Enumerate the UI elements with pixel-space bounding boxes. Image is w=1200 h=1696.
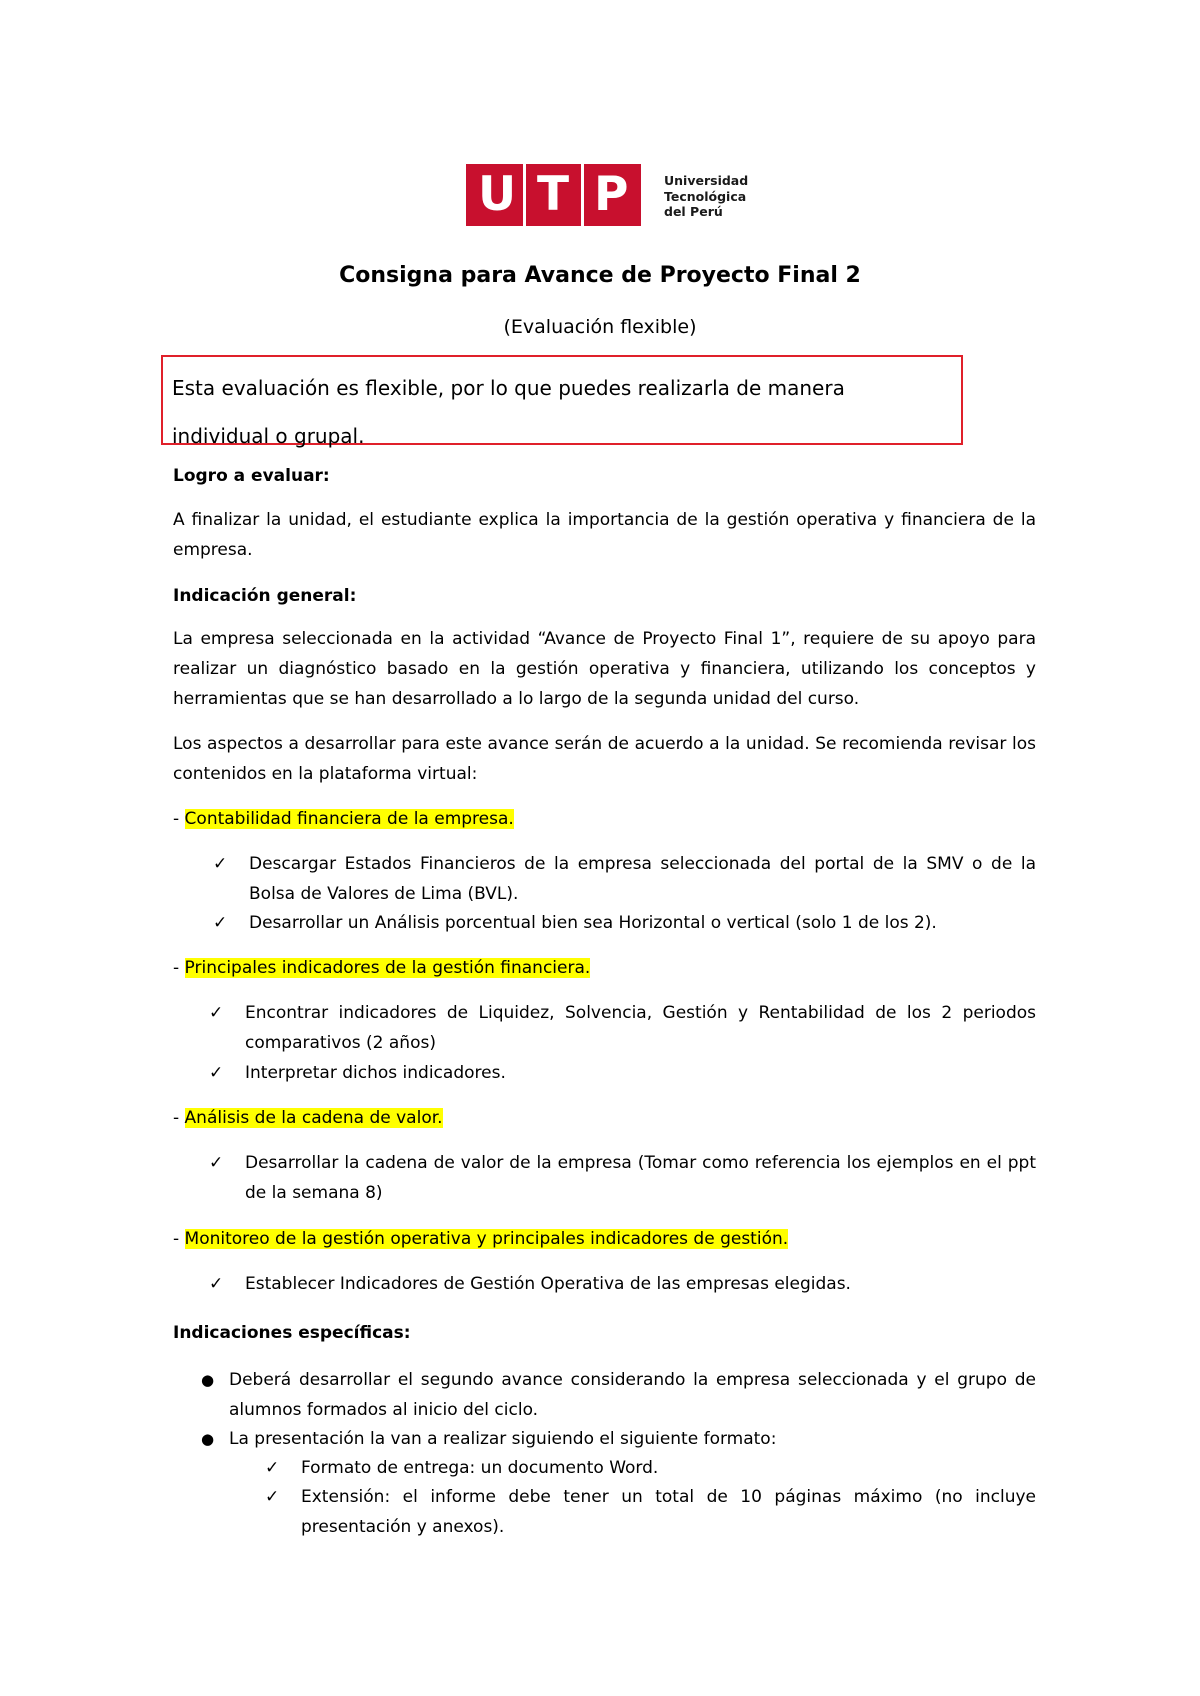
section-title: Monitoreo de la gestión operativa y principales indicadores de gestión. (184, 1229, 789, 1249)
checklist-item: Encontrar indicadores de Liquidez, Solvencia, Gestión y Rentabilidad de los 2 periodos comparativos (2 años) (245, 1003, 1036, 1053)
section-title: Contabilidad financiera de la empresa. (184, 809, 514, 829)
checklist-item: Desarrollar la cadena de valor de la empresa (Tomar como referencia los ejemplos en el ppt de la semana 8) (245, 1153, 1036, 1203)
document-title: Consigna para Avance de Proyecto Final 2 (339, 263, 861, 288)
section-heading (173, 804, 1036, 834)
checkmark-icon: ✓ (265, 1458, 280, 1478)
checkmark-icon: ✓ (209, 1003, 224, 1023)
section-heading (173, 1224, 1036, 1254)
logo-letter-u: U (478, 167, 517, 222)
checklist-item: Formato de entrega: un documento Word. (301, 1458, 659, 1478)
logro-text: A finalizar la unidad, el estudiante explica la importancia de la gestión operativa y financiera de la empresa. (173, 510, 1036, 560)
checklist-item: Desarrollar un Análisis porcentual bien sea Horizontal o vertical (solo 1 de los 2). (249, 913, 937, 933)
section-title: Principales indicadores de la gestión financiera. (184, 958, 591, 978)
notice-text: Esta evaluación es flexible, por lo que puedes realizarla de manera individual o grupal. (172, 376, 845, 448)
indicacion-paragraph-2: Los aspectos a desarrollar para este avance serán de acuerdo a la unidad. Se recomienda revisar los contenidos en la plataforma virtual: (173, 734, 1036, 784)
logo-name-line: Universidad (664, 173, 749, 188)
document-subtitle: (Evaluación flexible) (503, 316, 697, 338)
section-dash: - (173, 809, 185, 829)
section-title: Análisis de la cadena de valor. (184, 1108, 443, 1128)
bullet-icon: ● (201, 1430, 215, 1448)
logo-divider (581, 164, 584, 226)
bullet-icon: ● (201, 1371, 215, 1389)
checkmark-icon: ✓ (265, 1487, 280, 1507)
section-heading (173, 1103, 1036, 1133)
checkmark-icon: ✓ (213, 854, 228, 874)
checklist-item: Extensión: el informe debe tener un total de 10 páginas máximo (no incluye presentación y anexos). (301, 1487, 1036, 1537)
checkmark-icon: ✓ (209, 1274, 224, 1294)
checkmark-icon: ✓ (209, 1153, 224, 1173)
logo-letter-p: P (594, 167, 629, 222)
section-heading (173, 953, 1036, 983)
checklist-item: Interpretar dichos indicadores. (245, 1063, 506, 1083)
logo-red-block (466, 164, 641, 226)
logro-heading: Logro a evaluar: (173, 466, 330, 486)
indicacion-heading: Indicación general: (173, 586, 357, 606)
utp-logo (466, 164, 756, 226)
especificas-heading: Indicaciones específicas: (173, 1323, 411, 1343)
section-dash: - (173, 1229, 185, 1249)
indicacion-paragraph-1: La empresa seleccionada en la actividad “Avance de Proyecto Final 1”, requiere de su apoyo para realizar un diagnóstico basado en la gestión operativa y financiera, utilizando los conceptos y herramientas que se han desarrollado a lo largo de la segunda unidad del curso. (173, 629, 1036, 709)
checklist-item: Establecer Indicadores de Gestión Operativa de las empresas elegidas. (245, 1274, 851, 1294)
logo-university-name (664, 173, 748, 220)
logo-name-line: del Perú (664, 204, 723, 219)
bullet-item: Deberá desarrollar el segundo avance considerando la empresa seleccionada y el grupo de alumnos formados al inicio del ciclo. (229, 1370, 1036, 1420)
checkmark-icon: ✓ (209, 1063, 224, 1083)
section-dash: - (173, 1108, 185, 1128)
section-dash: - (173, 958, 185, 978)
bullet-item: La presentación la van a realizar siguiendo el siguiente formato: (229, 1429, 777, 1449)
logo-name-line: Tecnológica (664, 188, 747, 204)
logo-divider (523, 164, 526, 226)
checkmark-icon: ✓ (213, 913, 228, 933)
checklist-item: Descargar Estados Financieros de la empresa seleccionada del portal de la SMV o de la Bolsa de Valores de Lima (BVL). (249, 854, 1036, 904)
logo-letter-t: T (537, 167, 570, 222)
